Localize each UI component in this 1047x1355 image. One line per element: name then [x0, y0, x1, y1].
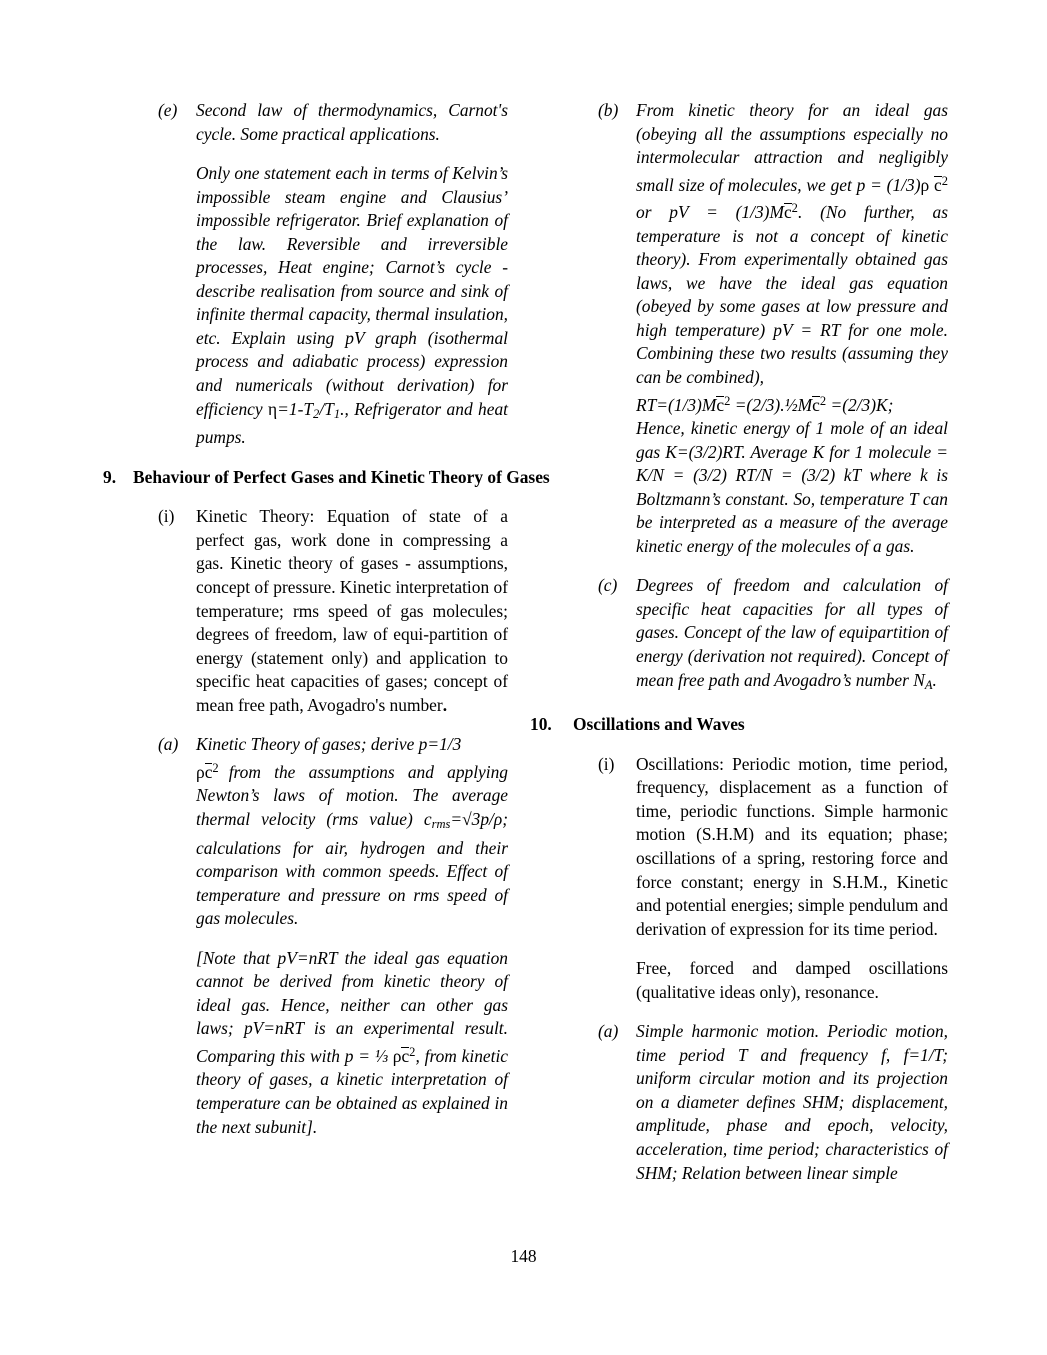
section-number: 9.: [103, 466, 117, 487]
rho-symbol: ρ: [920, 174, 930, 195]
item-b-part-3: . (No further, as temperature is not a concept of kinetic theory). From experimentally obtained gas laws, we have the ideal gas equation (obeyed by some gases at low pressure and high temperature) pV = RT for one mole. Combining these two results (assuming they can be combined),: [636, 202, 948, 388]
list-marker: (c): [598, 575, 618, 596]
avogadro-subscript: A: [924, 677, 933, 692]
item-i-continuation: Free, forced and damped oscillations (qualitative ideas only), resonance.: [636, 958, 948, 1002]
rho-symbol: ρ: [392, 1045, 402, 1066]
eta-tail-2: T: [303, 398, 314, 419]
eta-tail-3: /T: [319, 398, 334, 419]
page-number: 148: [510, 1246, 537, 1266]
note-part-1: [Note that pV=nRT the ideal gas equation cannot be derived from kinetic theory of ideal gas. Hence, neither can other gas laws; pV=nRT is an experimental result. Comparing this with p = ⅓: [196, 947, 508, 1066]
exponent-two: 2: [941, 173, 949, 188]
eta-tail-1: =1-: [277, 398, 304, 419]
item-c-text: Degrees of freedom and calculation of specific heat capacities for all types of gases. Concept of the law of equipartition of energy (derivation not required). Concept of mean free path and Avogadro’s number N: [636, 575, 948, 690]
list-marker: (b): [598, 100, 619, 120]
c-mean-symbol: c: [204, 761, 213, 782]
list-item-text: [196, 505, 508, 717]
note-paragraph: [158, 947, 508, 1139]
item-a-rest2: calculations for air, hydrogen and their comparison with common speeds. Effect of temperature and pressure on rms speed of gas molecules.: [196, 837, 508, 929]
exponent-two: 2: [724, 393, 731, 408]
section-title: Behaviour of Perfect Gases and Kinetic Theory of Gases: [133, 466, 550, 487]
exponent-two: 2: [212, 760, 219, 775]
t1-subscript: 1: [333, 406, 341, 421]
c-mean-symbol: c: [783, 202, 792, 223]
section-heading-9: [103, 466, 563, 490]
item-b-part-1: From kinetic theory for an ideal gas (obeying all the assumptions especially no intermolecular attraction and negligibly small size of molecules, we get p = (1/3): [636, 100, 948, 195]
c-mean-symbol: c: [934, 174, 942, 195]
exponent-two: 2: [819, 393, 827, 408]
list-marker: (i): [598, 753, 615, 774]
c-mean-symbol: c: [812, 394, 820, 415]
item-c-period: .: [932, 669, 937, 690]
c-mean-symbol: c: [401, 1045, 410, 1066]
c-mean-symbol: c: [716, 394, 725, 415]
right-column: [530, 99, 949, 1201]
exponent-two: 2: [409, 1044, 416, 1059]
c-rms-symbol: c: [423, 808, 432, 829]
rt-equation-mid: =(2/3).½M: [734, 394, 813, 415]
note-part-2: , from kinetic theory of gases, a kinetic interpretation of temperature can be obtained as explained in the next subunit].: [196, 1045, 508, 1137]
list-item-c: [598, 574, 948, 697]
eta-symbol: η: [268, 398, 278, 419]
section-number: 10.: [530, 714, 552, 735]
item-b-part-2: or pV = (1/3)M: [636, 202, 784, 223]
list-item-text: [636, 99, 948, 558]
bold-period: .: [442, 694, 448, 715]
list-item-i-left: [158, 505, 508, 717]
rt-equation-tail: =(2/3)K;: [830, 394, 894, 415]
rt-equation-lead: RT=(1/3)M: [636, 394, 717, 415]
list-item-a-right: [598, 1020, 948, 1185]
list-item-text: Simple harmonic motion. Periodic motion, time period T and frequency f, f=1/T; uniform circular motion and its projection on a diameter defines SHM; displacement, amplitude, phase and epoch, velocity, acceleration, time period; characteristics of SHM; Relation between linear simple: [636, 1021, 948, 1183]
list-item-body-text: Kinetic Theory: Equation of state of a perfect gas, work done in compressing a gas. Kinetic theory of gases - assumptions, concept of pressure. Kinetic interpretation of temperature; rms speed of gas molecules; degrees of freedom, law of equi-partition of energy (statement only) and application to specific heat capacities of gases; concept of mean free path, Avogadro's number: [196, 506, 508, 715]
list-item-text: Oscillations: Periodic motion, time period, frequency, displacement as a function of time, periodic functions. Simple harmonic motion (S.H.M) and its equation; phase; oscillations of a spring, restoring force and force constant; energy in S.H.M., Kinetic and potential energies; simple pendulum and derivation of expression for its time period.: [636, 753, 948, 939]
item-a-lead: Kinetic Theory of gases; derive p=1/3: [196, 734, 462, 755]
list-item-text: [636, 574, 948, 697]
list-item-text: Second law of thermodynamics, Carnot's cycle. Some practical applications.: [196, 100, 508, 144]
list-item-b: [598, 99, 948, 558]
list-item-a-left: [158, 733, 508, 931]
list-item-e: [158, 99, 508, 146]
item-a-rest: from the assumptions and applying Newton’s laws of motion. The average thermal velocity (rms value): [196, 761, 508, 829]
list-marker: (i): [158, 506, 175, 527]
item-e-continuation: [158, 162, 508, 450]
item-b-part-4: Hence, kinetic energy of 1 mole of an ideal gas K=(3/2)RT. Average K for 1 molecule = K/N = (3/2) RT/N = (3/2) kT where k is Boltzmann’s constant. So, temperature T can be interpreted as a measure of the average kinetic energy of the molecules of a gas.: [636, 418, 948, 556]
list-marker: (a): [598, 1021, 619, 1042]
list-item-i-right: [598, 753, 948, 941]
eta-tail-4: ., Refrigerator and heat pumps.: [196, 398, 508, 448]
rms-subscript: rms: [431, 817, 451, 832]
section-title: Oscillations and Waves: [573, 714, 745, 735]
c-rms-equation: =√3p/ρ;: [450, 808, 508, 829]
section-heading-10: [530, 713, 1016, 737]
list-marker: (a): [158, 734, 179, 755]
list-item-text: [196, 733, 508, 931]
rho-symbol: ρ: [196, 761, 205, 782]
item-e-continuation-text: Only one statement each in terms of Kelvin’s impossible steam engine and Clausius’ impossible refrigerator. Brief explanation of the law. Reversible and irreversible processes, Heat engine; Carnot’s cycle - describe realisation from source and sink of infinite thermal capacity, thermal insulation, etc. Explain using pV graph (isothermal process and adiabatic process) expression and numericals (without derivation) for efficiency: [196, 163, 508, 419]
exponent-two: 2: [791, 201, 798, 216]
list-marker: (e): [158, 100, 178, 120]
t2-subscript: 2: [313, 406, 320, 421]
